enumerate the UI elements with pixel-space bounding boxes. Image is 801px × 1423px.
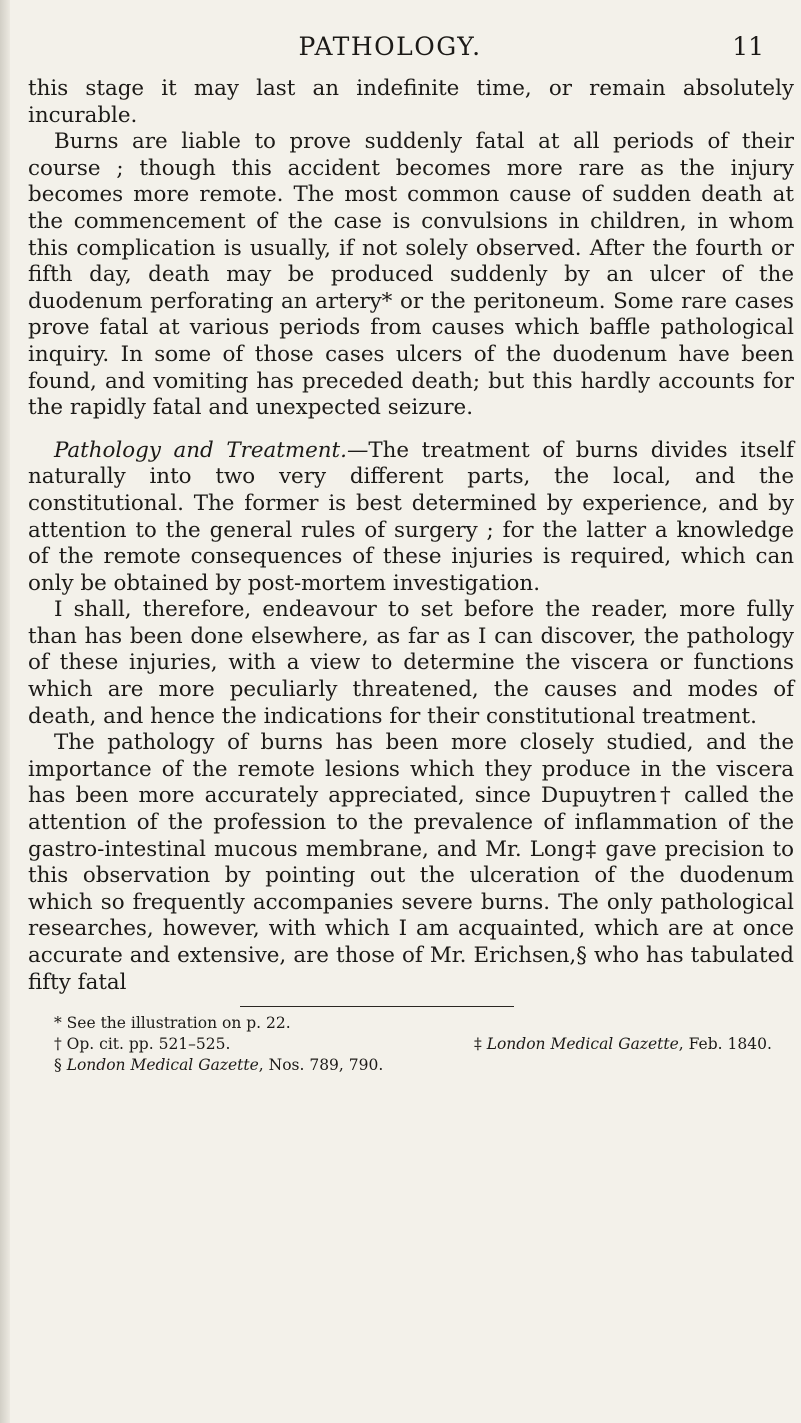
footnote-rule <box>240 1006 514 1007</box>
footnote-double-dagger <box>474 1034 772 1055</box>
paragraph-2: Burns are liable to prove suddenly fatal at all periods of their course ; though this accident becomes more rare as the injury becomes more remote. The most common cause of sudden death at the commencement of the case is convulsions in children, in whom this complication is usually, if not solely observed. After the fourth or fifth day, death may be produced suddenly by an ulcer of the duodenum perforating an artery* or the peritoneum. Some rare cases prove fatal at various periods from causes which baffle pathological inquiry. In some of those cases ulcers of the duodenum have been found, and vomiting has preceded death; but this hardly accounts for the rapidly fatal and unexpected seizure. <box>28 129 794 421</box>
book-page <box>28 28 794 1076</box>
body-text <box>28 76 794 996</box>
footnote-dagger: † Op. cit. pp. 521–525. <box>54 1035 231 1054</box>
paragraph-3-text: The treatment of burns divides itself naturally into two very different parts, the local, and the constitutional. The former is best determined by experience, and by attention to the general rules of surgery ; for the latter a knowledge of the remote consequences of these injuries is required, which can only be obtained by post-mortem investigation. <box>28 437 794 596</box>
footnote-double-dagger-mark: ‡ <box>474 1035 487 1054</box>
paragraph-1: this stage it may last an indefinite time, or remain absolutely incurable. <box>28 76 794 128</box>
footnote-section <box>54 1055 794 1076</box>
page-gutter-edge <box>0 0 10 1423</box>
footnote-section-rest: , Nos. 789, 790. <box>258 1056 384 1075</box>
footnote-section-title: London Medical Gazette <box>66 1056 259 1075</box>
footnote-row <box>54 1034 794 1055</box>
page-number: 11 <box>732 32 764 61</box>
paragraph-5: The pathology of burns has been more closely studied, and the importance of the remote lesions which they produce in the viscera has been more accurately appreciated, since Dupuytren† called the attention of the profession to the prevalence of inflammation of the gastro-intestinal mucous membrane, and Mr. Long‡ gave precision to this observation by pointing out the ulceration of the duodenum which so frequently accompanies severe burns. The only pathological researches, however, with which I am acquainted, which are at once accurate and extensive, are those of Mr. Erichsen,§ who has tabulated fifty fatal <box>28 730 794 995</box>
footnotes <box>28 1013 794 1076</box>
footnote-double-dagger-title: London Medical Gazette <box>486 1035 679 1054</box>
paragraph-3 <box>28 438 794 598</box>
page-header <box>28 28 794 76</box>
footnote-section-mark: § <box>54 1056 67 1075</box>
footnote-star: * See the illustration on p. 22. <box>54 1014 291 1033</box>
footnote-double-dagger-rest: , Feb. 1840. <box>678 1035 772 1054</box>
paragraph-4: I shall, therefore, endeavour to set before the reader, more fully than has been done elsewhere, as far as I can discover, the pathology of these injuries, with a view to determine the viscera or functions which are more peculiarly threatened, the causes and modes of death, and hence the indications for their constitutional treatment. <box>28 597 794 729</box>
running-head: PATHOLOGY. <box>298 32 482 61</box>
section-heading: Pathology and Treatment.— <box>54 437 369 463</box>
